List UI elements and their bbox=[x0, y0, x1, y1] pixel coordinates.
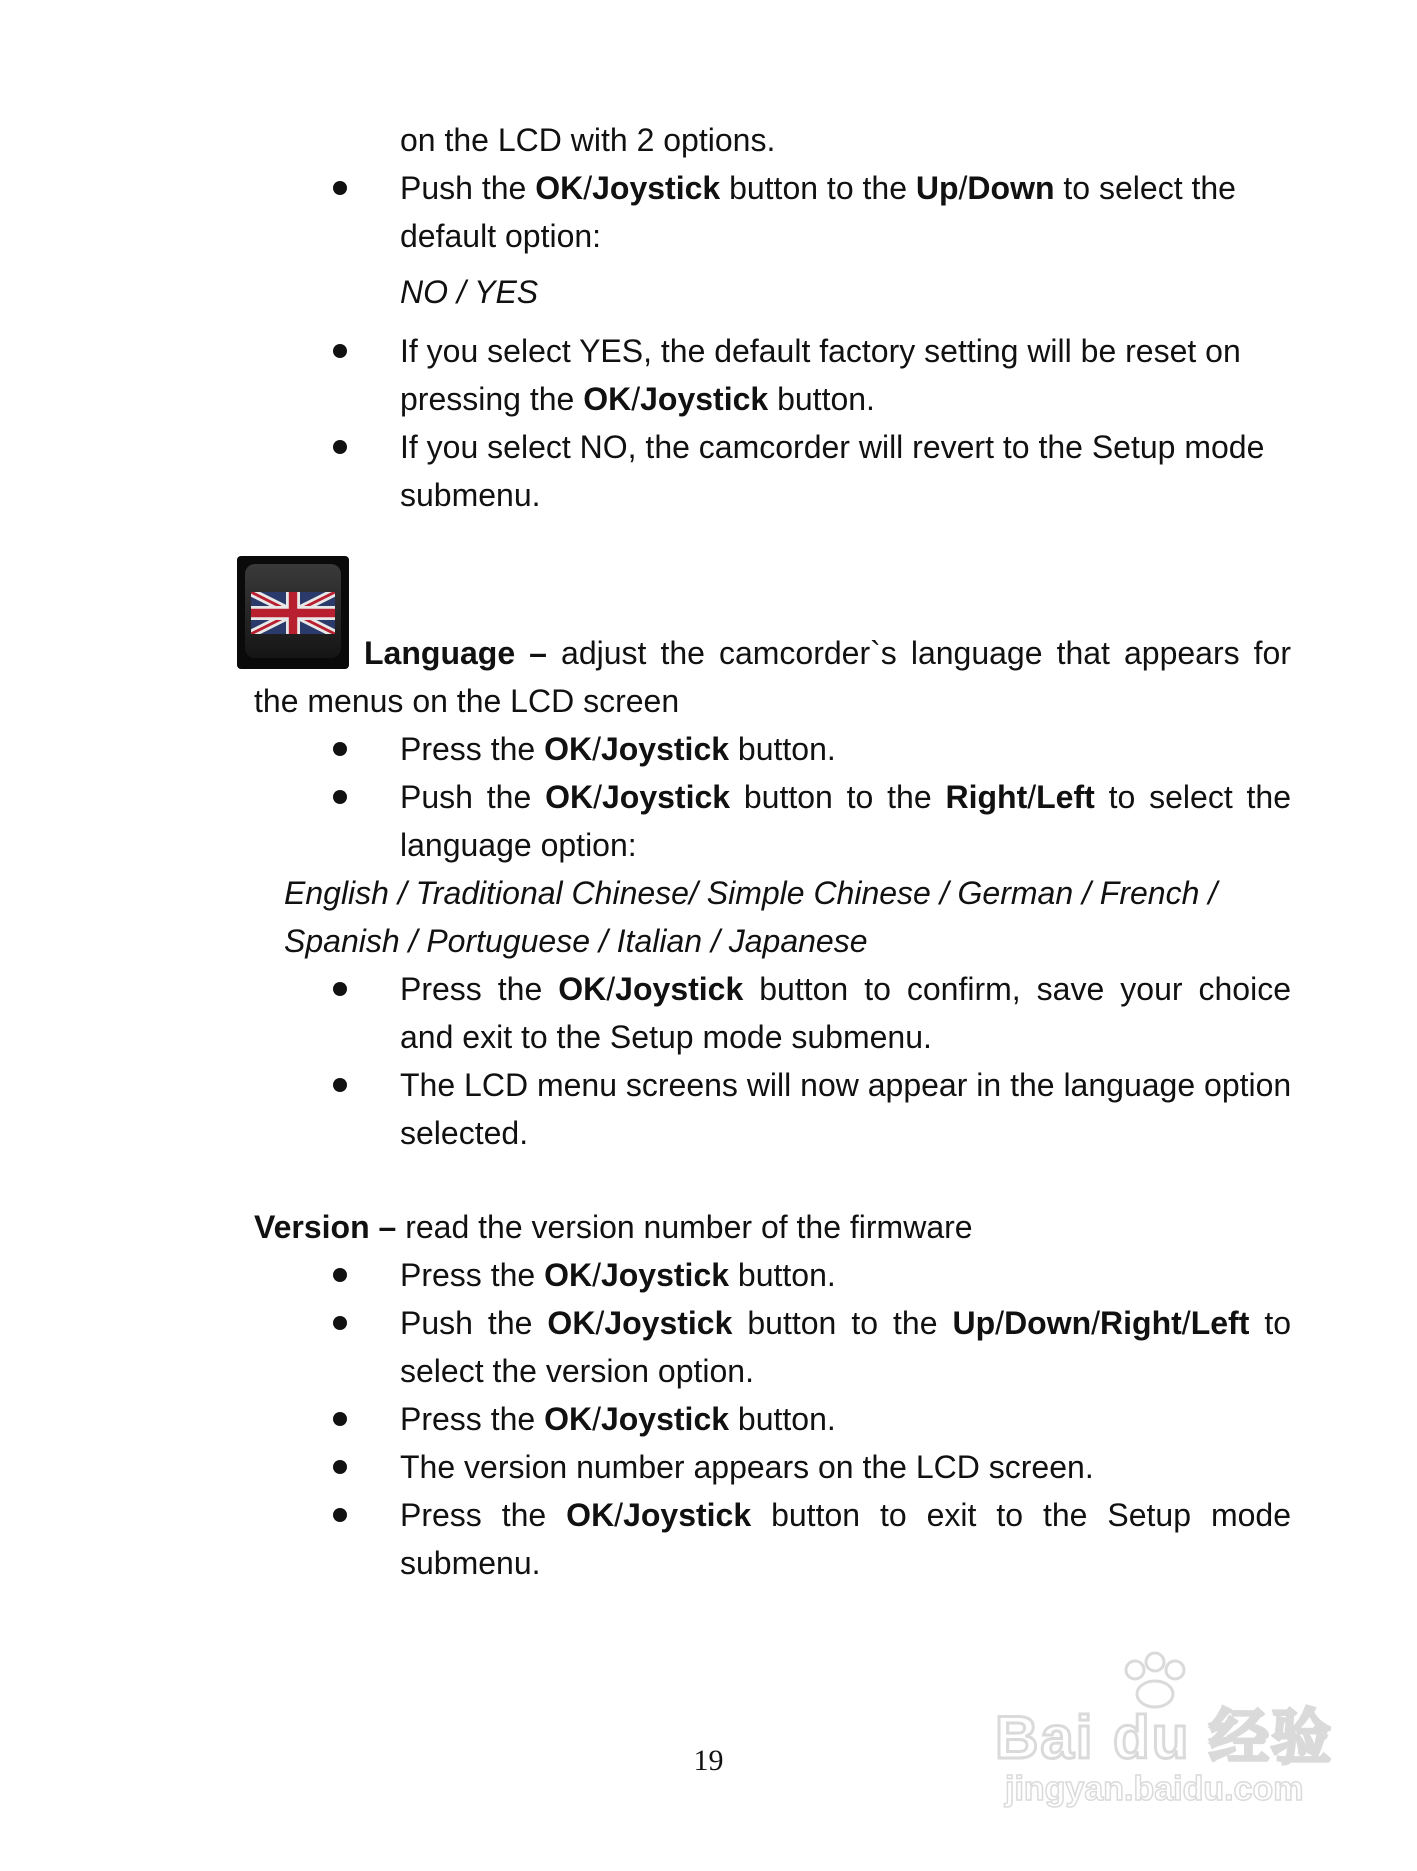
text-line: submenu. bbox=[400, 477, 541, 513]
list-item: Push the OK/Joystick button to the Right/Left to select the bbox=[400, 779, 1292, 815]
list-item: Push the OK/Joystick button to the Up/Down/Right/Left to bbox=[400, 1305, 1292, 1341]
list-item: Press the OK/Joystick button to exit to the Setup mode bbox=[400, 1497, 1292, 1533]
bullet bbox=[333, 1268, 347, 1282]
list-item: Press the OK/Joystick button. bbox=[400, 1401, 836, 1437]
bullet bbox=[333, 790, 347, 804]
text-line: and exit to the Setup mode submenu. bbox=[400, 1019, 932, 1055]
list-item: Press the OK/Joystick button. bbox=[400, 731, 836, 767]
text-line: selected. bbox=[400, 1115, 529, 1151]
text-line: submenu. bbox=[400, 1545, 541, 1581]
baidu-watermark bbox=[995, 1650, 1335, 1820]
bullet bbox=[333, 742, 347, 756]
bullet bbox=[333, 344, 347, 358]
text-line: on the LCD with 2 options. bbox=[400, 122, 776, 158]
union-jack-graphic bbox=[251, 592, 335, 634]
bullet bbox=[333, 1078, 347, 1092]
uk-flag-icon bbox=[237, 556, 349, 669]
list-item: The version number appears on the LCD screen. bbox=[400, 1449, 1094, 1485]
list-item: The LCD menu screens will now appear in the language option bbox=[400, 1067, 1292, 1103]
bullet bbox=[333, 440, 347, 454]
text-line: the menus on the LCD screen bbox=[254, 683, 680, 719]
section-heading-language: Language – adjust the camcorder`s language that appears for bbox=[364, 635, 1292, 671]
bullet bbox=[333, 1316, 347, 1330]
option-list: NO / YES bbox=[400, 274, 539, 310]
text-line: language option: bbox=[400, 827, 637, 863]
text-line: select the version option. bbox=[400, 1353, 754, 1389]
text-line: pressing the OK/Joystick button. bbox=[400, 381, 875, 417]
bullet bbox=[333, 1460, 347, 1474]
list-item: If you select NO, the camcorder will revert to the Setup mode bbox=[400, 429, 1265, 465]
text-line: default option: bbox=[400, 218, 602, 254]
section-heading-version: Version – read the version number of the firmware bbox=[254, 1209, 973, 1245]
bullet bbox=[333, 982, 347, 996]
list-item: Press the OK/Joystick button to confirm, save your choice bbox=[400, 971, 1292, 1007]
bullet bbox=[333, 1508, 347, 1522]
watermark-brand: Bai du 经验 bbox=[995, 1704, 1334, 1771]
list-item: Press the OK/Joystick button. bbox=[400, 1257, 836, 1293]
bullet bbox=[333, 1412, 347, 1426]
page-number: 19 bbox=[693, 1744, 724, 1777]
bullet bbox=[333, 181, 347, 195]
option-list: Spanish / Portuguese / Italian / Japanese bbox=[284, 923, 868, 959]
watermark-url: jingyan.baidu.com bbox=[1005, 1770, 1304, 1808]
list-item: If you select YES, the default factory setting will be reset on bbox=[400, 333, 1241, 369]
option-list: English / Traditional Chinese/ Simple Chinese / German / French / bbox=[284, 875, 1218, 911]
list-item: Push the OK/Joystick button to the Up/Down to select the bbox=[400, 170, 1236, 206]
